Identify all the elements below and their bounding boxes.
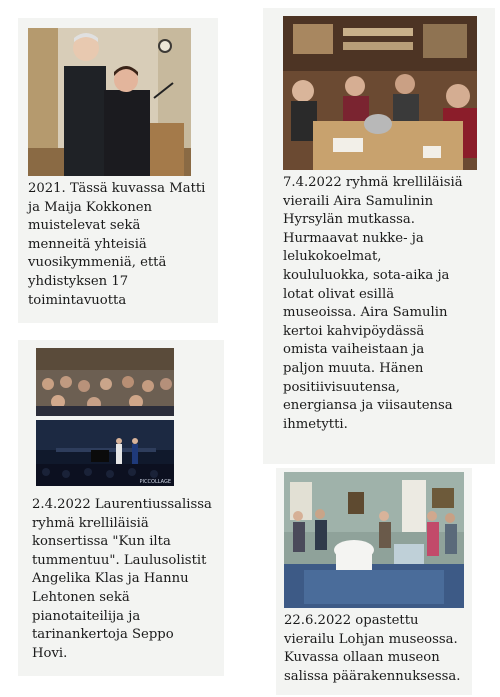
caption-laurentius: 2.4.2022 Laurentiussalissa ryhmä krelliläisiä konsertissa "Kun ilta tummentuu". Laulusolistit Angelika Klas ja Hannu Lehtonen sekä pianotaiteilija ja tarinankertoja Seppo Hovi.: [32, 497, 212, 661]
photo-laurentius-stage: [36, 420, 174, 486]
photo-hyrsyla-coffee: [283, 16, 477, 170]
photo-kokkonen-speech: [28, 28, 191, 176]
caption-kokkonen: 2021. Tässä kuvassa Matti ja Maija Kokkonen muistelevat sekä menneitä yhteisiä vuosikymmeniä, että yhdistyksen 17 toimintavuotta: [28, 181, 206, 308]
photo-lohja-museum: [284, 472, 464, 608]
caption-hyrsyla: 7.4.2022 ryhmä krelliläisiä vieraili Aira Samulinin Hyrsylän mutkassa. Hurmaavat nukke- ja lelukokoelmat, koululuokka, sota-aika ja lotat olivat esillä museoissa. Aira Samulin kertoi kahvipöydässä omista vaiheistaan ja paljon muuta. Hänen positiivisuutensa, energiansa ja viisautensa ihmetytti.: [283, 175, 463, 432]
card-laurentius: [18, 340, 224, 676]
photo-laurentius-audience: [36, 348, 174, 416]
collage-watermark: PICCOLLAGE: [139, 479, 171, 485]
card-kokkonen: [18, 18, 218, 323]
card-lohja: [276, 468, 472, 695]
caption-lohja: 22.6.2022 opastettu vierailu Lohjan museossa. Kuvassa ollaan museon salissa päärakennuksessa.: [284, 613, 461, 684]
card-hyrsyla: [263, 8, 495, 464]
